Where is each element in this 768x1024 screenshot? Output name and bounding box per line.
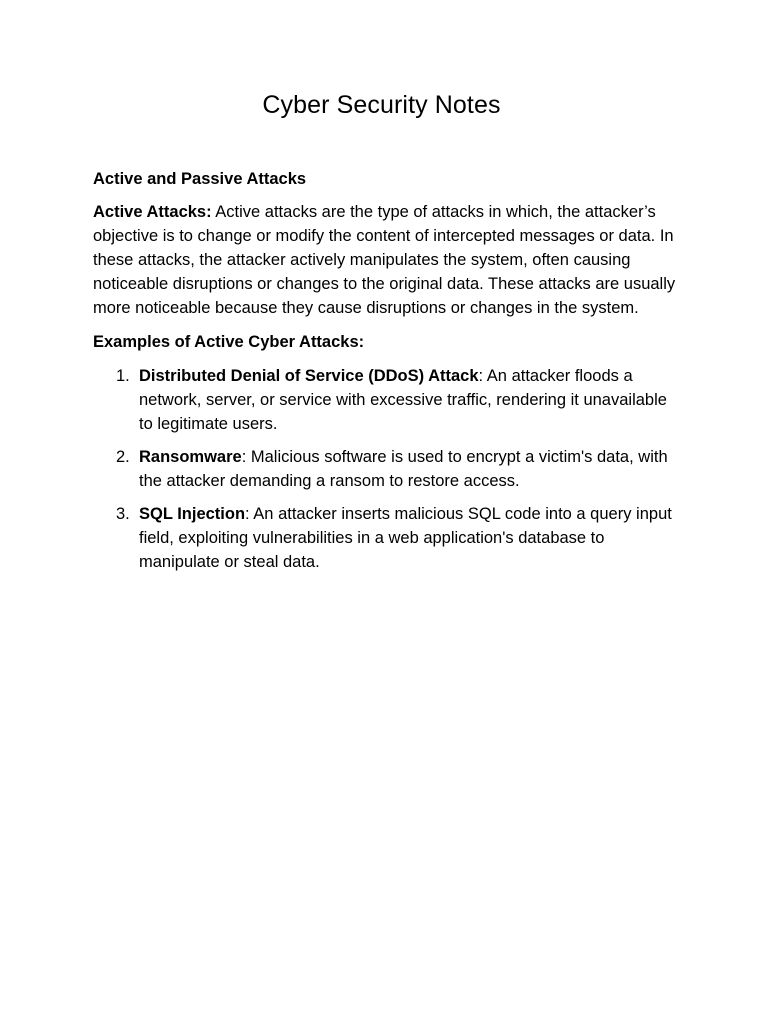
document-title: Cyber Security Notes [262, 91, 501, 119]
list-item-number: 2. [116, 448, 130, 466]
examples-heading: Examples of Active Cyber Attacks: [93, 333, 365, 351]
active-attacks-text: Active attacks are the type of attacks in which, the attacker’s objective is to change or modify the content of intercepted messages or data. In these attacks, the attacker actively manipulates the system, often causing noticeable disruptions or changes to the original data. These attacks are usually more noticeable because they cause disruptions or changes in the system. [93, 203, 676, 317]
document-body [93, 89, 678, 583]
list-item [93, 502, 678, 574]
active-attacks-label: Active Attacks: [93, 203, 212, 221]
section-heading: Active and Passive Attacks [93, 170, 307, 188]
list-item [93, 445, 678, 493]
list-item-description: : An attacker floods a network, server, or service with excessive traffic, rendering it unavailable to legitimate users. [139, 367, 667, 433]
list-item-name: SQL Injection [139, 505, 246, 523]
active-attacks-paragraph [93, 200, 678, 320]
list-item-description: : Malicious software is used to encrypt a victim's data, with the attacker demanding a ransom to restore access. [139, 448, 668, 490]
list-item-description: : An attacker inserts malicious SQL code into a query input field, exploiting vulnerabilities in a web application's database to manipulate or steal data. [139, 505, 672, 571]
list-item-number: 1. [116, 367, 130, 385]
list-item [93, 364, 678, 436]
list-item-name: Distributed Denial of Service (DDoS) Attack [139, 367, 479, 385]
examples-list [93, 364, 678, 574]
list-item-name: Ransomware [139, 448, 242, 466]
list-item-number: 3. [116, 505, 130, 523]
